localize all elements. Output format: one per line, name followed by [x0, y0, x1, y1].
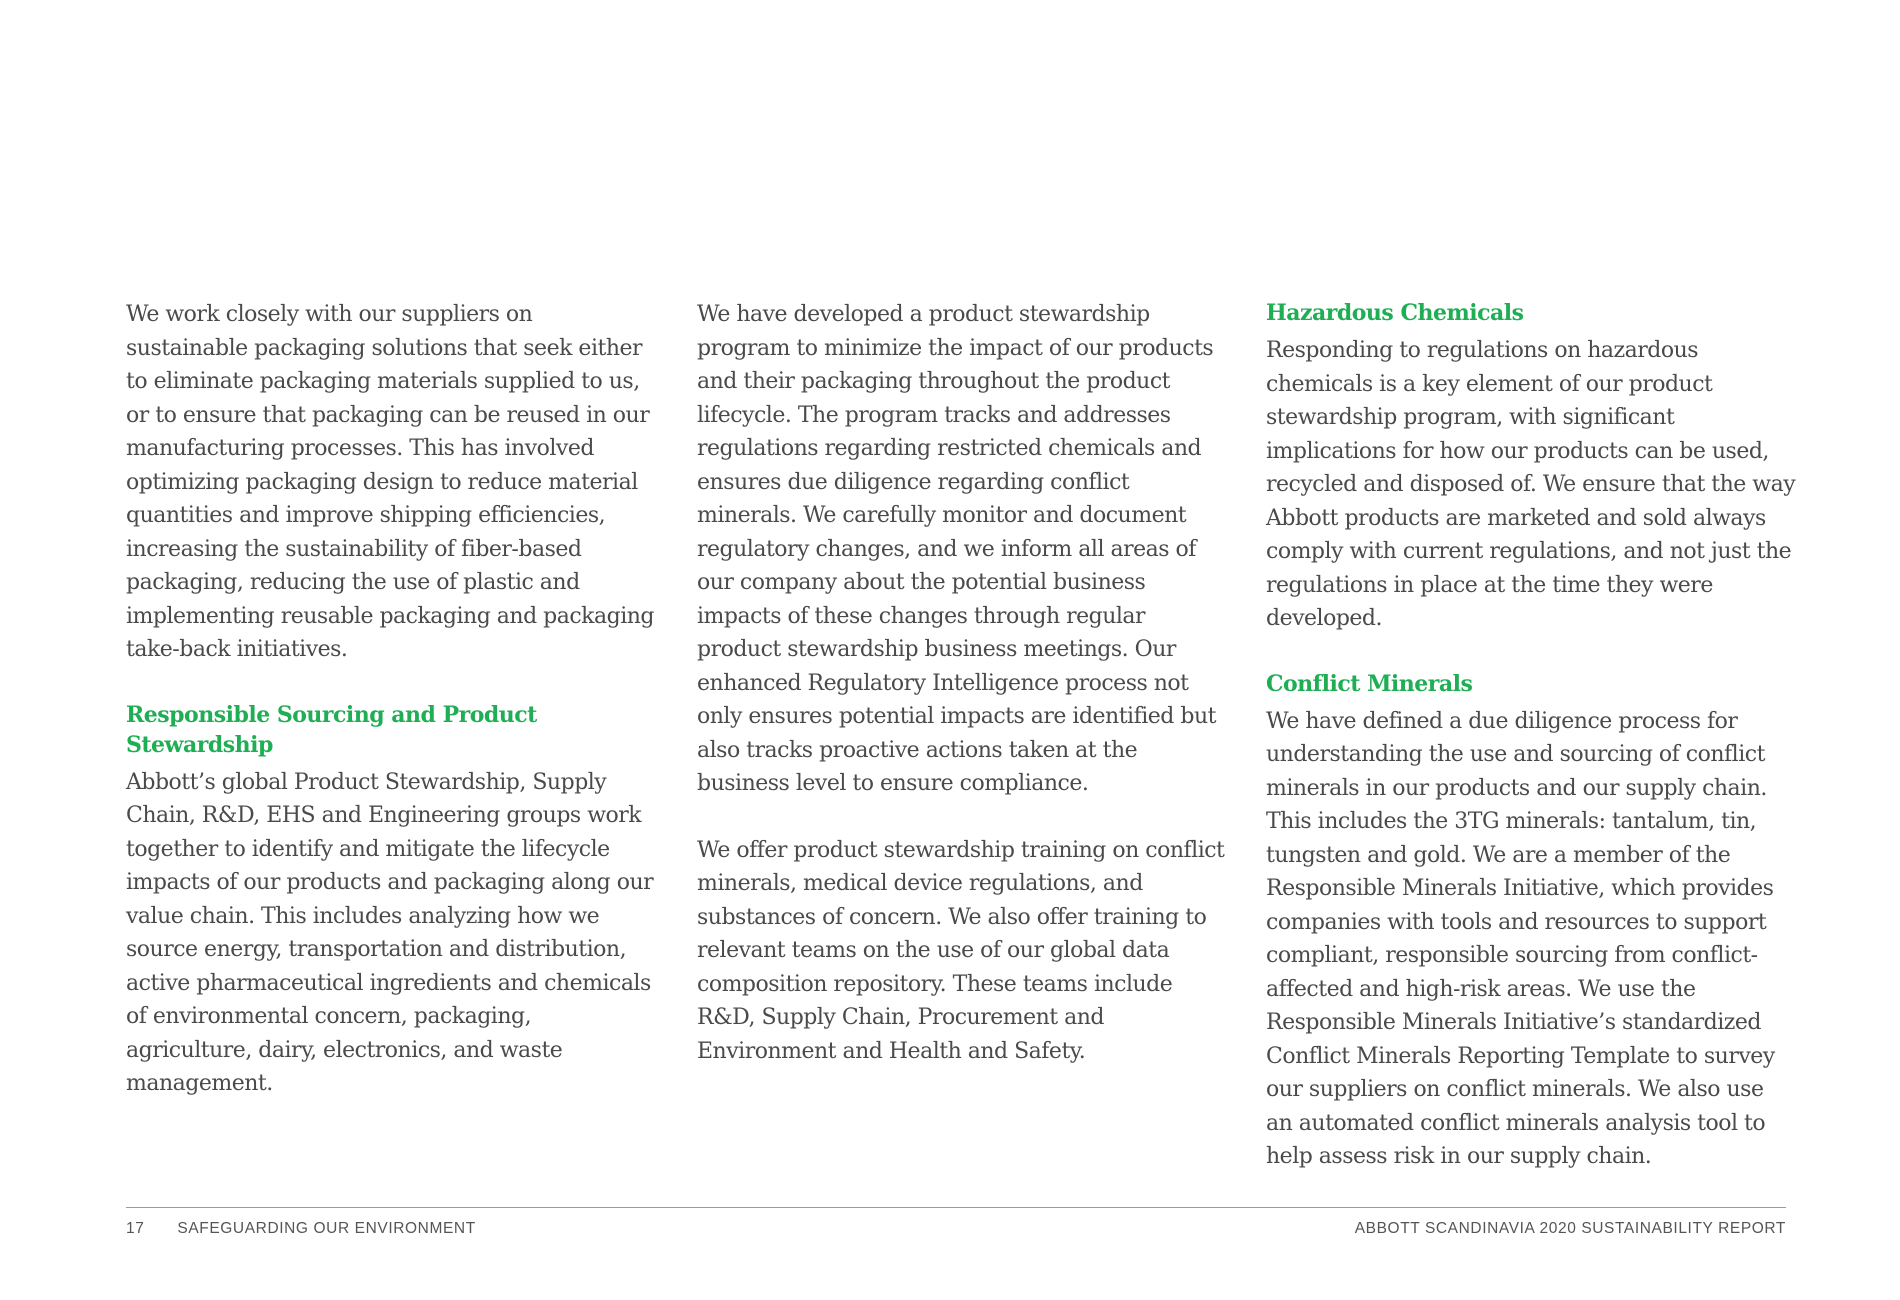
heading-conflict-minerals: Conflict Minerals	[1266, 670, 1473, 697]
paragraph-stewardship-training: We offer product stewardship training on conflict minerals, medical device regulations, and substances of concern. We also offer training to relevant teams on the use of our global data composition repository. These teams include R&D, Supply Chain, Procurement and Environment and Health and Safety.	[697, 837, 1225, 1064]
report-title: ABBOTT SCANDINAVIA 2020 SUSTAINABILITY REPORT	[1354, 1220, 1786, 1237]
paragraph-product-stewardship-groups: Abbott’s global Product Stewardship, Supply Chain, R&D, EHS and Engineering groups work together to identify and mitigate the lifecycle impacts of our products and packaging along our value chain. This includes analyzing how we source energy, transportation and distribution, active pharmaceutical ingredients and chemicals of environmental concern, packaging, agriculture, dairy, electronics, and waste management.	[126, 769, 654, 1096]
paragraph-packaging: We work closely with our suppliers on sustainable packaging solutions that seek either to eliminate packaging materials supplied to us, or to ensure that packaging can be reused in our manufacturing processes. This has involved optimizing packaging design to reduce material quantities and improve shipping efficiencies, increasing the sustainability of fiber-based packaging, reducing the use of plastic and implementing reusable packaging and packaging take-back initiatives.	[126, 302, 654, 662]
section-title: SAFEGUARDING OUR ENVIRONMENT	[177, 1220, 476, 1237]
paragraph-conflict-minerals: We have defined a due diligence process for understanding the use and sourcing of conflict minerals in our products and our supply chain. This includes the 3TG minerals: tantalum, tin, tungsten and gold. We are a member of the Responsible Minerals Initiative, which provides companies with tools and resources to support compliant, responsible sourcing from conflict-affected and high-risk areas. We use the Responsible Minerals Initiative’s standardized Conflict Minerals Reporting Template to survey our suppliers on conflict minerals. We also use an automated conflict minerals analysis tool to help assess risk in our supply chain.	[1266, 708, 1775, 1169]
footer-divider	[126, 1207, 1786, 1208]
column-right	[1266, 298, 1796, 1174]
paragraph-stewardship-program: We have developed a product stewardship program to minimize the impact of our products and their packaging throughout the product lifecycle. The program tracks and addresses regulations regarding restricted chemicals and ensures due diligence regarding conflict minerals. We carefully monitor and document regulatory changes, and we inform all areas of our company about the potential business impacts of these changes through regular product stewardship business meetings. Our enhanced Regulatory Intelligence process not only ensures potential impacts are identified but also tracks proactive actions taken at the business level to ensure compliance.	[697, 302, 1216, 796]
heading-hazardous-chemicals: Hazardous Chemicals	[1266, 300, 1524, 326]
paragraph-hazardous-chemicals: Responding to regulations on hazardous chemicals is a key element of our product stewardship program, with significant implications for how our products can be used, recycled and disposed of. We ensure that the way Abbott products are marketed and sold always comply with current regulations, and not just the regulations in place at the time they were developed.	[1266, 338, 1796, 631]
page-number: 17	[126, 1220, 145, 1237]
column-middle	[697, 298, 1227, 1068]
footer-left	[126, 1220, 476, 1238]
heading-responsible-sourcing: Responsible Sourcing and Product Stewardship	[126, 701, 537, 758]
column-left	[126, 298, 656, 1101]
